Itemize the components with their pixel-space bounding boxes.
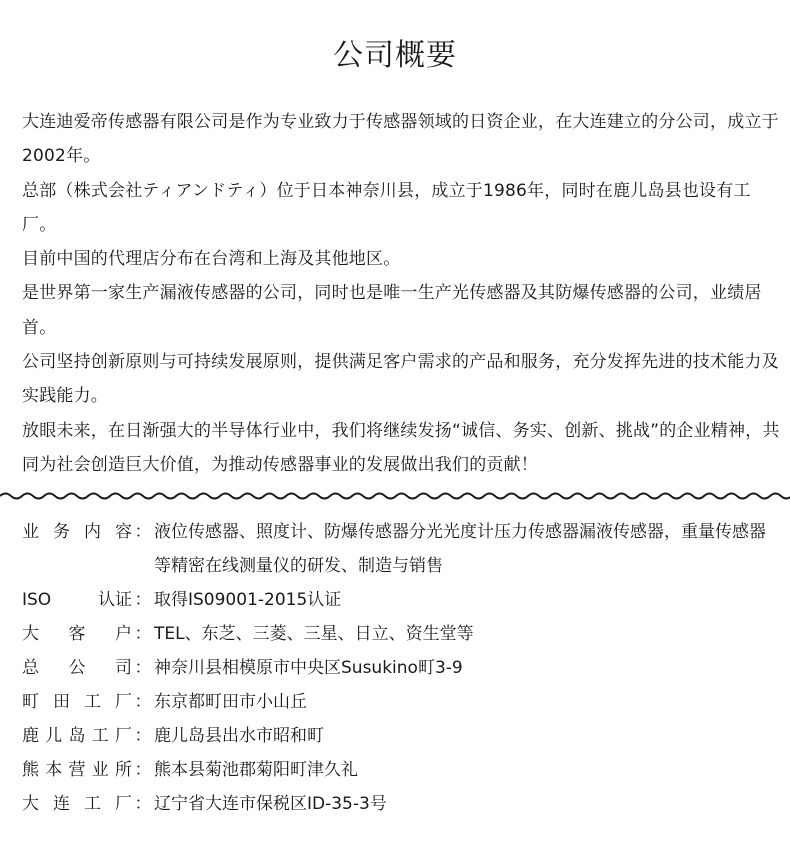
intro-paragraph: 目前中国的代理店分布在台湾和上海及其他地区。 xyxy=(22,249,401,270)
info-row-dalian-factory xyxy=(22,787,780,821)
info-value: 液位传感器、照度计、防爆传感器分光光度计压力传感器漏液传感器，重量传感器等精密在线测量仪的研发、制造与销售 xyxy=(154,522,766,576)
info-value: 取得IS09001-2015认证 xyxy=(154,590,342,610)
info-label: 熊 本 营 业 所 xyxy=(22,760,132,780)
info-colon: ： xyxy=(134,794,152,814)
info-value: 熊本县菊池郡菊阳町津久礼 xyxy=(154,760,358,780)
info-label: 总 公 司 xyxy=(22,658,132,678)
intro-paragraph: 总部（株式会社ティアンドティ）位于日本神奈川县，成立于1986年，同时在鹿儿岛县也设有工厂。 xyxy=(22,180,751,235)
info-colon: ： xyxy=(134,590,152,610)
info-colon: ： xyxy=(134,692,152,712)
info-row-kumamoto-office xyxy=(22,753,780,787)
info-row-kagoshima-factory xyxy=(22,719,780,753)
intro-paragraph: 大连迪爱帝传感器有限公司是作为专业致力于传感器领域的日资企业，在大连建立的分公司，成立于2002年。 xyxy=(22,112,779,167)
info-value: 鹿儿岛县出水市昭和町 xyxy=(154,726,324,746)
info-label: 大 连 工 厂 xyxy=(22,794,132,814)
info-value: 辽宁省大连市保税区ID-35-3号 xyxy=(154,794,387,814)
info-colon: ： xyxy=(134,624,152,644)
page-title: 公司概要 xyxy=(333,38,457,73)
company-info-list xyxy=(22,515,780,821)
info-label: 业 务 内 容 xyxy=(22,522,132,542)
wavy-divider xyxy=(0,487,790,505)
info-value: TEL、东芝、三菱、三星、日立、资生堂等 xyxy=(154,624,474,644)
info-value: 神奈川县相模原市中央区Susukino町3-9 xyxy=(154,658,463,678)
info-row-headquarters xyxy=(22,651,780,685)
info-row-business xyxy=(22,515,780,583)
intro-paragraph: 公司坚持创新原则与可持续发展原则，提供满足客户需求的产品和服务，充分发挥先进的技术能力及实践能力。 xyxy=(22,352,779,407)
info-value: 东京都町田市小山丘 xyxy=(154,692,307,712)
intro-paragraph: 是世界第一家生产漏液传感器的公司，同时也是唯一生产光传感器及其防爆传感器的公司，业绩居首。 xyxy=(22,283,762,338)
info-colon: ： xyxy=(134,760,152,780)
info-colon: ： xyxy=(134,522,152,542)
info-colon: ： xyxy=(134,726,152,746)
info-label: 鹿 儿 岛 工 厂 xyxy=(22,726,132,746)
info-colon: ： xyxy=(134,658,152,678)
info-row-clients xyxy=(22,617,780,651)
info-row-iso xyxy=(22,583,780,617)
info-label: ISO 认证 xyxy=(22,590,132,610)
info-label: 町 田 工 厂 xyxy=(22,692,132,712)
info-label: 大 客 户 xyxy=(22,624,132,644)
info-row-machida-factory xyxy=(22,685,780,719)
company-intro xyxy=(22,105,780,482)
intro-paragraph: 放眼未来，在日渐强大的半导体行业中，我们将继续发扬“诚信、务实、创新、挑战”的企业精神，共同为社会创造巨大价值，为推动传感器事业的发展做出我们的贡献！ xyxy=(22,420,780,475)
